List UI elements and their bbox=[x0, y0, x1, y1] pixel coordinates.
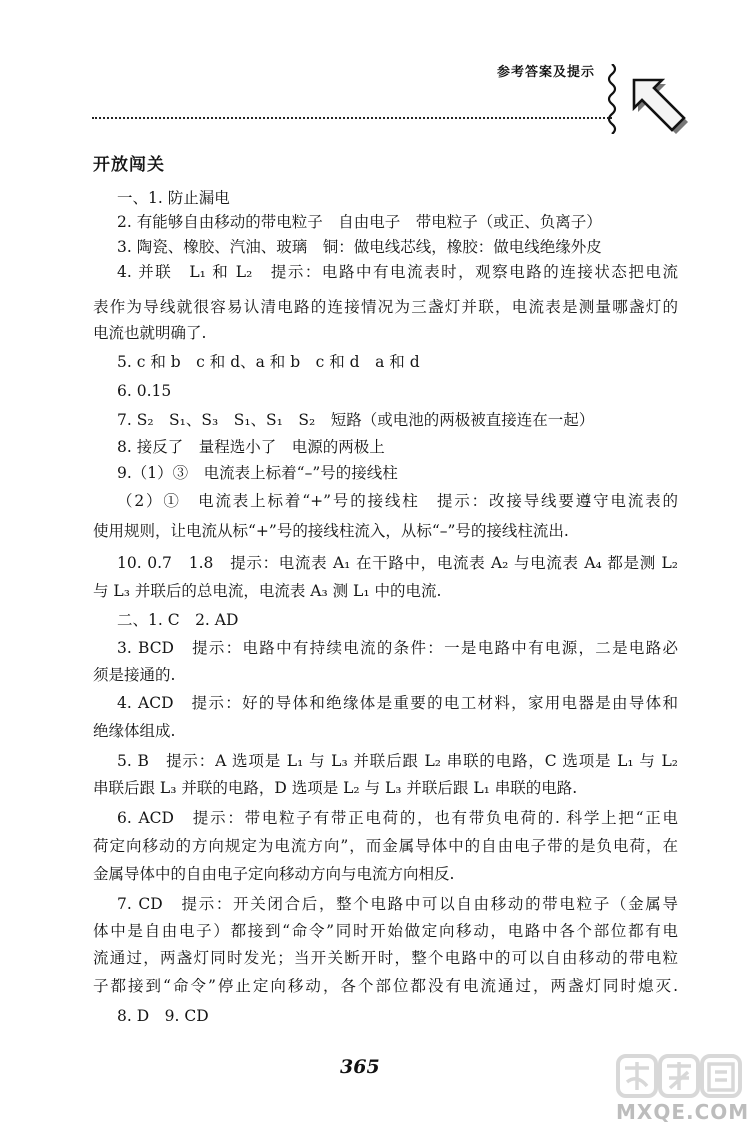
answer-line: 3. 陶瓷、橡胶、汽油、玻璃 铜：做电线芯线，橡胶：做电线绝缘外皮 bbox=[117, 238, 602, 256]
answer-line: 二、1. C 2. AD bbox=[117, 611, 239, 629]
answer-line: 3. BCD 提示：电路中有持续电流的条件：一是电路中有电源，二是电路必 bbox=[117, 639, 678, 657]
answer-line: 5. B 提示：A 选项是 L₁ 与 L₃ 并联后跟 L₂ 串联的电路，C 选项是 L₁ 与 L₂ bbox=[117, 752, 678, 770]
answer-line: 8. 接反了 量程选小了 电源的两极上 bbox=[117, 438, 385, 456]
answer-line: 荷定向移动的方向规定为电流方向”，而金属导体中的自由电子带的是负电荷，在 bbox=[93, 837, 678, 855]
answer-line: 9.（1）③ 电流表上标着“–”号的接线柱 bbox=[117, 464, 398, 482]
answer-line: 使用规则，让电流从标“+”号的接线柱流入，从标“–”号的接线柱流出. bbox=[93, 522, 569, 540]
answer-line: 体中是自由电子）都接到“命令”同时开始做定向移动，电路中各个部位都有电 bbox=[93, 922, 678, 940]
answer-line: 金属导体中的自由电子定向移动方向与电流方向相反. bbox=[93, 865, 455, 883]
answer-line: 7. S₂ S₁、S₃ S₁、S₁ S₂ 短路（或电池的两极被直接连在一起） bbox=[117, 411, 595, 429]
running-header-title: 参考答案及提示 bbox=[497, 65, 596, 80]
page-number: 365 bbox=[340, 1056, 380, 1078]
arrow-logo-icon bbox=[628, 74, 688, 136]
answer-line: 流通过，两盏灯同时发光；当开关断开时，整个电路中的可以自由移动的带电粒 bbox=[93, 949, 678, 967]
answer-line: 4. 并联 L₁ 和 L₂ 提示：电路中有电流表时，观察电路的连接状态把电流 bbox=[117, 263, 678, 281]
answer-line: 7. CD 提示：开关闭合后，整个电路中可以自由移动的带电粒子（金属导 bbox=[117, 895, 678, 913]
answer-line: 须是接通的. bbox=[93, 666, 176, 684]
answer-line: 2. 有能够自由移动的带电粒子 自由电子 带电粒子（或正、负离子） bbox=[117, 213, 602, 231]
header-dotted-rule bbox=[92, 117, 612, 119]
answer-line: 6. 0.15 bbox=[117, 382, 172, 400]
answer-line: 子都接到“命令”停止定向移动，各个部位都没有电流通过，两盏灯同时熄灭. bbox=[93, 977, 678, 995]
answer-line: 4. ACD 提示：好的导体和绝缘体是重要的电工材料，家用电器是由导体和 bbox=[117, 694, 678, 712]
section-title: 开放闯关 bbox=[93, 155, 165, 175]
answer-line: 表作为导线就很容易认清电路的连接情况为三盏灯并联，电流表是测量哪盏灯的 bbox=[93, 298, 678, 316]
wavy-divider bbox=[604, 64, 620, 134]
answer-line: 一、1. 防止漏电 bbox=[117, 189, 230, 207]
answer-line: 6. ACD 提示：带电粒子有带正电荷的，也有带负电荷的. 科学上把“正电 bbox=[117, 809, 678, 827]
answer-line: 8. D 9. CD bbox=[117, 1007, 209, 1025]
answer-line: 5. c 和 b c 和 d、a 和 b c 和 d a 和 d bbox=[117, 353, 420, 371]
watermark-site-text: MXQE.COM bbox=[616, 1100, 750, 1124]
answer-line: 串联后跟 L₃ 并联的电路，D 选项是 L₂ 与 L₃ 并联后跟 L₁ 串联的电路. bbox=[93, 779, 578, 797]
answer-line: 绝缘体组成. bbox=[93, 722, 176, 740]
answer-line: （2）① 电流表上标着“+”号的接线柱 提示：改接导线要遵守电流表的 bbox=[117, 492, 678, 510]
answer-line: 10. 0.7 1.8 提示：电流表 A₁ 在干路中，电流表 A₂ 与电流表 A₄ 都是测 L₂ bbox=[117, 554, 678, 572]
answer-line: 电流也就明确了. bbox=[93, 324, 207, 342]
answer-line: 与 L₃ 并联后的总电流，电流表 A₃ 测 L₁ 中的电流. bbox=[93, 582, 442, 600]
